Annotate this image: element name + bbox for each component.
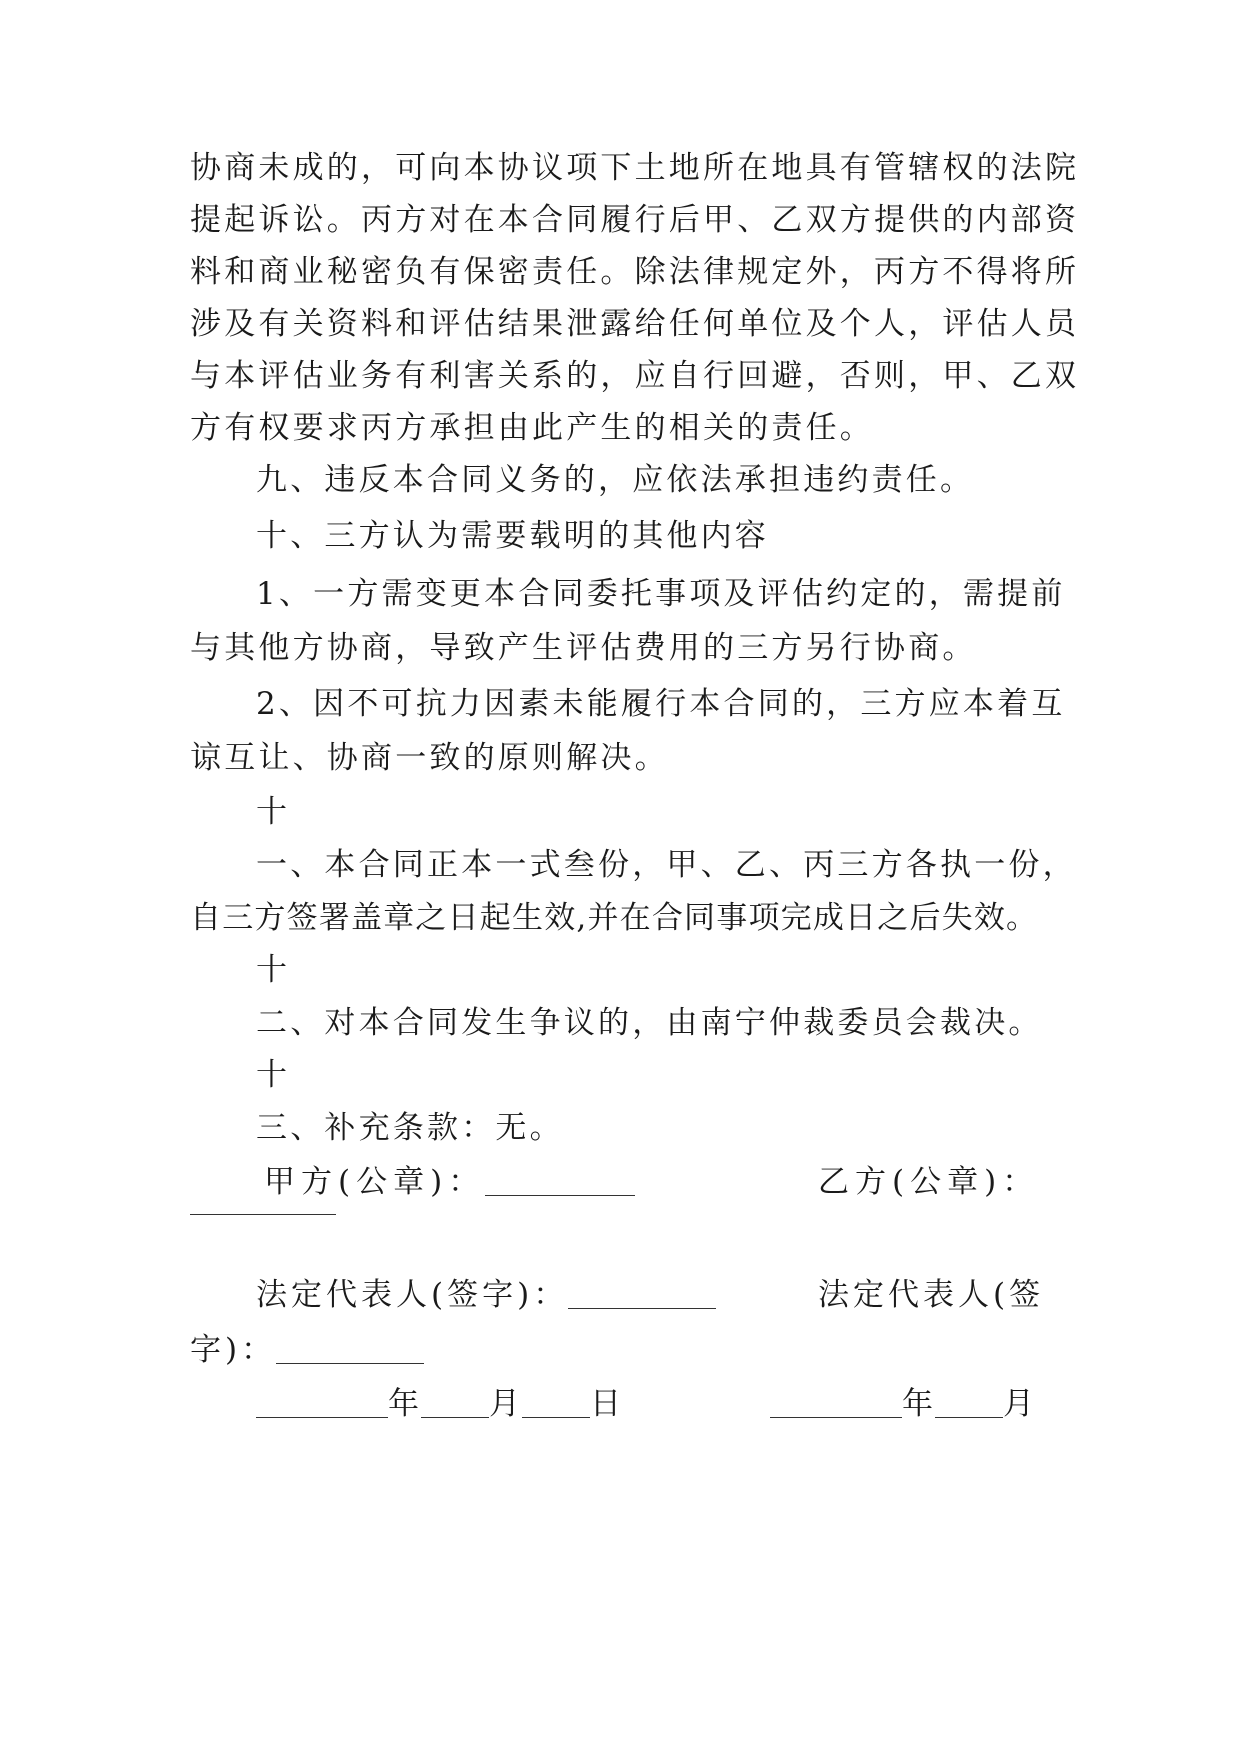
month-blank xyxy=(935,1391,1003,1418)
year-label: 年 xyxy=(388,1386,421,1422)
paragraph-line: 与其他方协商，导致产生评估费用的三方另行协商。 xyxy=(190,630,977,666)
legal-rep-b-label-part1: 法定代表人(签 xyxy=(818,1277,1045,1313)
clause-ten-item-2: 2、因不可抗力因素未能履行本合同的，三方应本着互 xyxy=(256,686,1066,722)
paragraph-line: 提起诉讼。丙方对在本合同履行后甲、乙双方提供的内部资 xyxy=(190,202,1080,238)
clause-number: 十 xyxy=(256,952,291,988)
year-label: 年 xyxy=(902,1386,935,1422)
paragraph-line: 涉及有关资料和评估结果泄露给任何单位及个人，评估人员 xyxy=(190,306,1080,342)
day-label: 日 xyxy=(590,1386,623,1422)
paragraph-line: 方有权要求丙方承担由此产生的相关的责任。 xyxy=(190,410,874,446)
party-b-seal-blank xyxy=(190,1214,336,1215)
clause-ten: 十、三方认为需要载明的其他内容 xyxy=(256,518,769,554)
party-b-seal-label: 乙方(公章)： xyxy=(818,1164,1040,1200)
clause-thirteen: 三、补充条款：无。 xyxy=(256,1110,564,1146)
party-a-seal-blank xyxy=(485,1169,635,1196)
legal-rep-b-blank xyxy=(276,1337,424,1364)
year-blank xyxy=(256,1391,388,1418)
legal-rep-a xyxy=(256,1275,716,1315)
party-a-seal-label: 甲方(公章)： xyxy=(264,1164,486,1200)
party-b-seal xyxy=(818,1162,1039,1202)
month-blank xyxy=(421,1391,489,1418)
day-blank xyxy=(522,1391,590,1418)
month-label: 月 xyxy=(489,1386,522,1422)
paragraph-line: 与本评估业务有利害关系的，应自行回避，否则，甲、乙双 xyxy=(190,358,1080,394)
date-a xyxy=(256,1384,623,1424)
legal-rep-a-label: 法定代表人(签字)： xyxy=(256,1277,569,1313)
paragraph-line: 自三方签署盖章之日起生效,并在合同事项完成日之后失效。 xyxy=(190,900,1039,936)
paragraph-line: 协商未成的，可向本协议项下土地所在地具有管辖权的法院 xyxy=(190,150,1080,186)
legal-rep-b-label-part2: 字)： xyxy=(190,1332,277,1368)
legal-rep-a-blank xyxy=(568,1282,716,1309)
paragraph-line: 料和商业秘密负有保密责任。除法律规定外，丙方不得将所 xyxy=(190,254,1080,290)
clause-number: 十 xyxy=(256,1057,291,1093)
clause-eleven: 一、本合同正本一式叁份，甲、乙、丙三方各执一份， xyxy=(256,847,1077,883)
paragraph-line: 谅互让、协商一致的原则解决。 xyxy=(190,740,669,776)
legal-rep-b xyxy=(818,1275,1044,1315)
date-b xyxy=(770,1384,1036,1424)
clause-number: 十 xyxy=(256,794,291,830)
clause-nine: 九、违反本合同义务的，应依法承担违约责任。 xyxy=(256,462,975,498)
party-a-seal xyxy=(264,1162,635,1202)
clause-ten-item-1: 1、一方需变更本合同委托事项及评估约定的，需提前 xyxy=(256,576,1066,612)
year-blank xyxy=(770,1391,902,1418)
month-label: 月 xyxy=(1003,1386,1036,1422)
legal-rep-b-continued xyxy=(190,1330,424,1370)
clause-twelve: 二、对本合同发生争议的，由南宁仲裁委员会裁决。 xyxy=(256,1005,1043,1041)
